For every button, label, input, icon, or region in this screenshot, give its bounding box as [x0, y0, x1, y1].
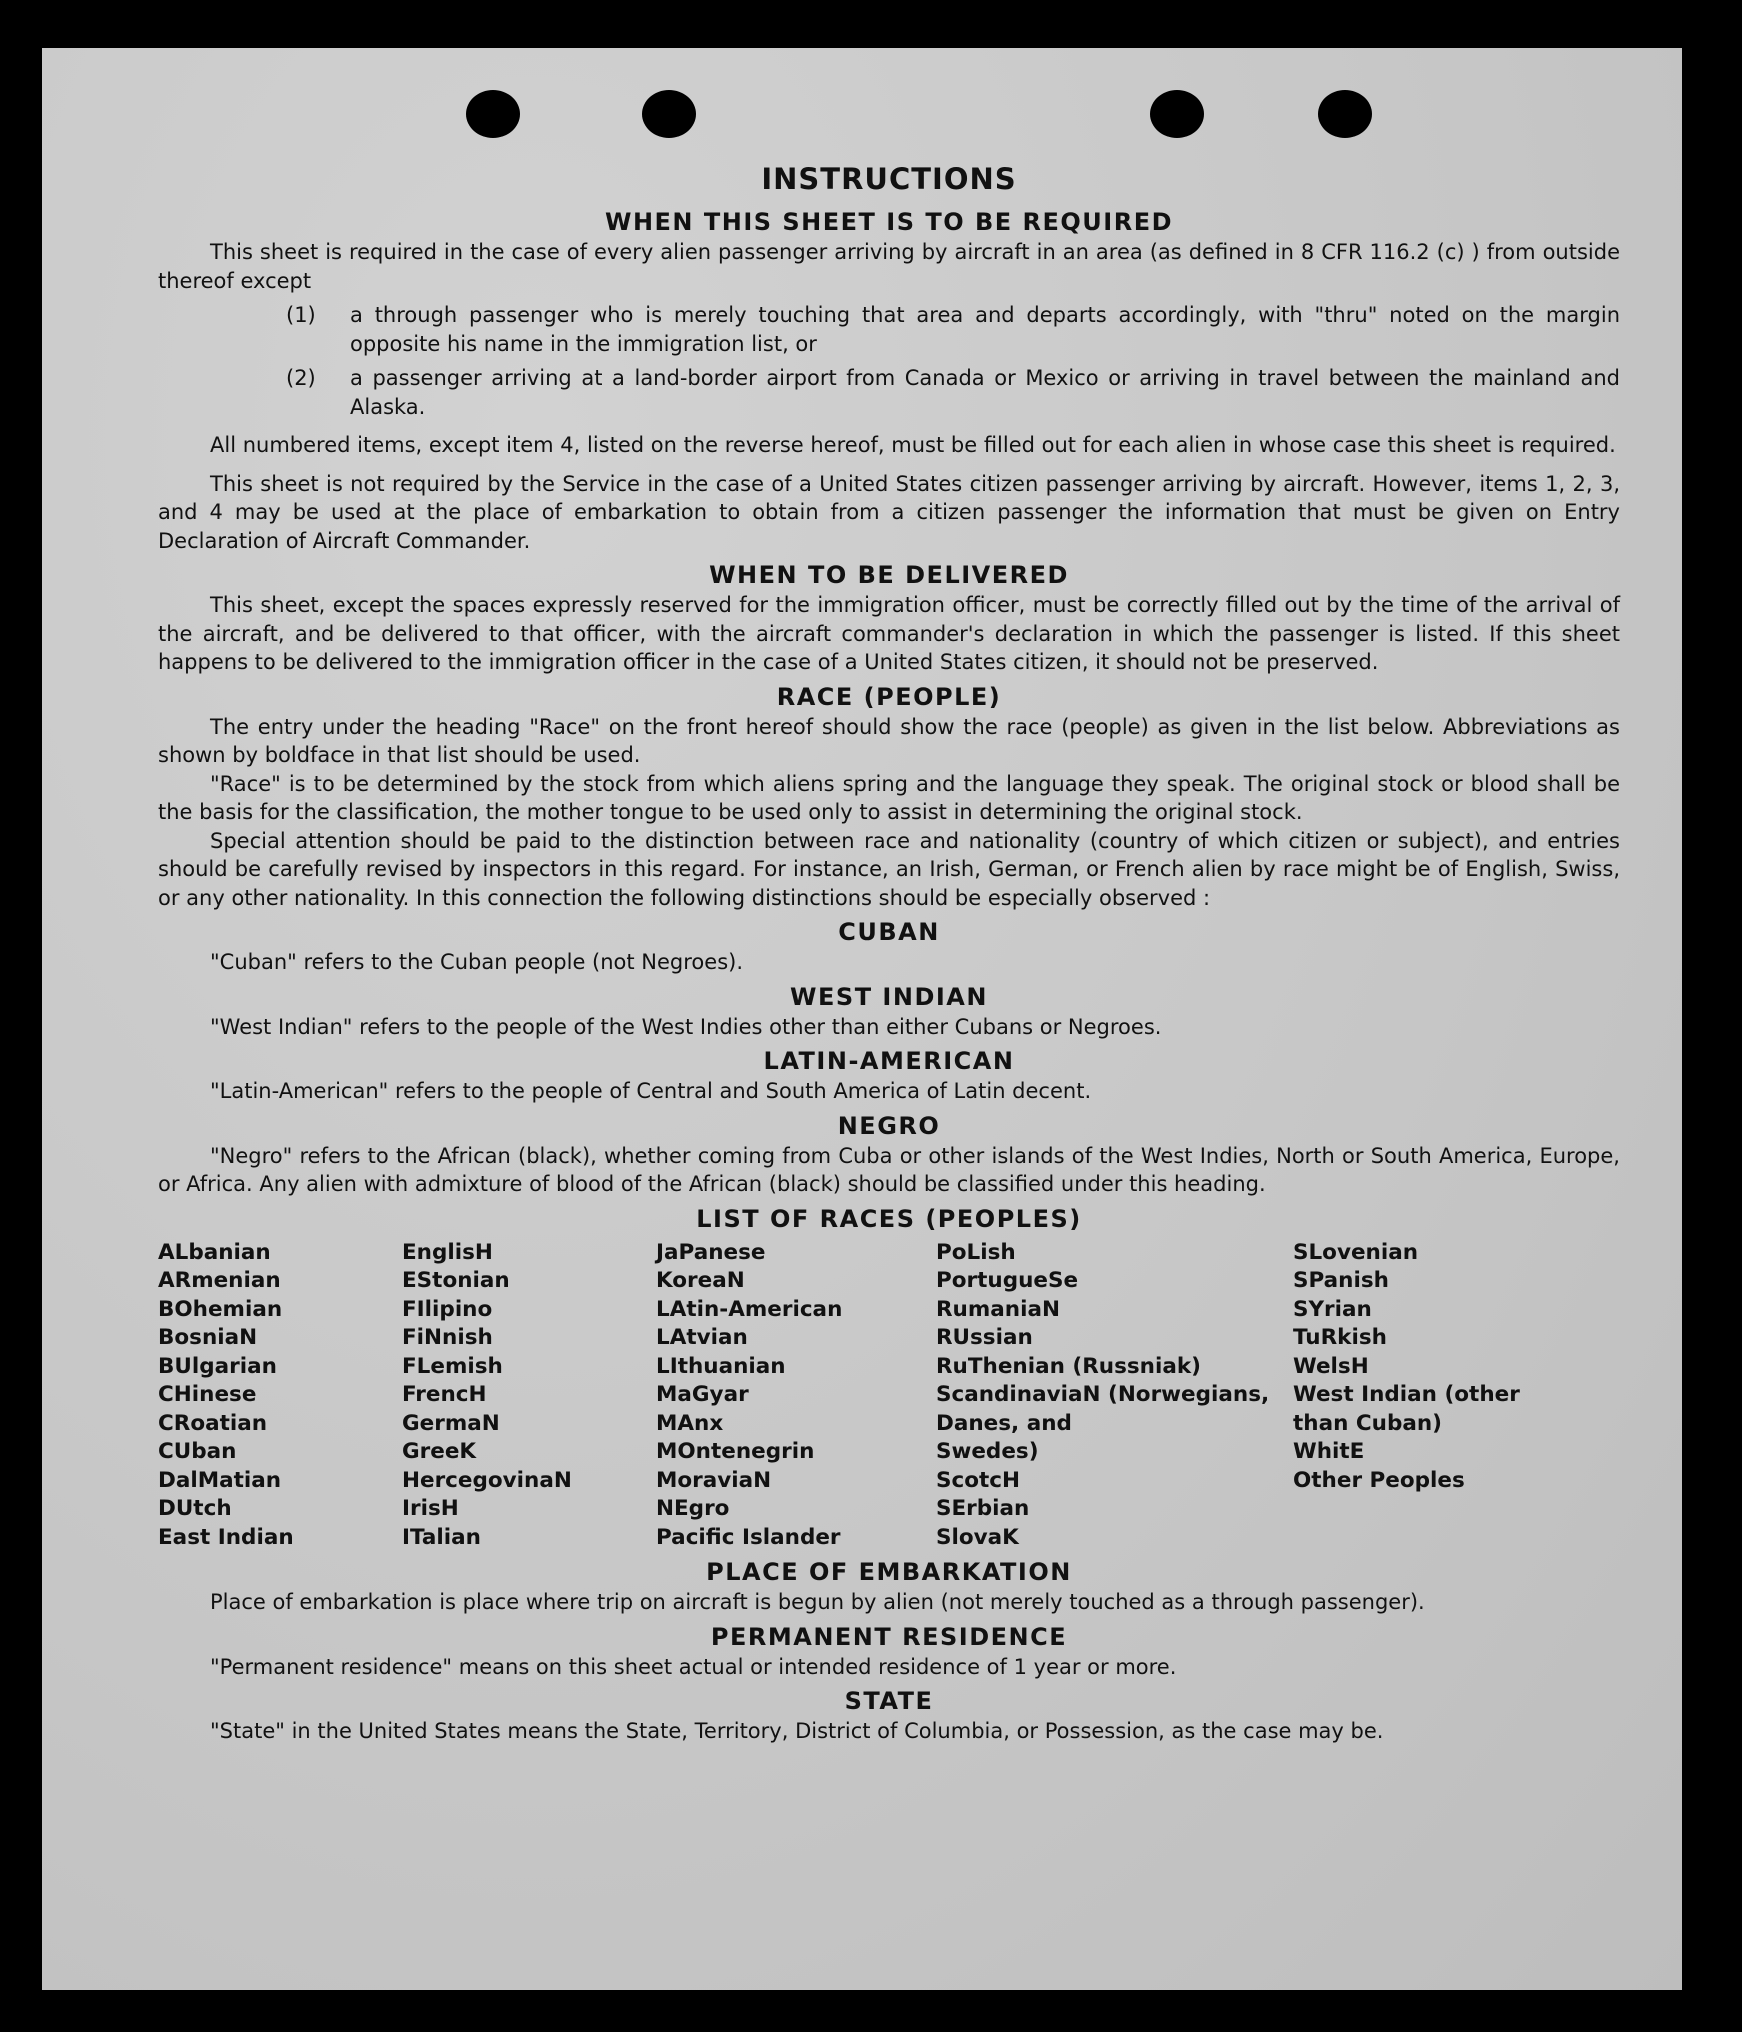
race-entry: TuRkish — [1293, 1325, 1387, 1350]
race-entry: ScotcH — [936, 1467, 1021, 1493]
permanent-residence-text: "Permanent residence" means on this sheet actual or intended residence of 1 year or more. — [210, 1654, 1177, 1679]
race-entry: ScandinaviaN (Norwegians, — [936, 1382, 1270, 1407]
latin-american-text: "Latin-American" refers to the people of Central and South America of Latin decent. — [210, 1079, 1092, 1103]
race-entry: GreeK — [402, 1439, 477, 1464]
exception-item: (2) a passenger arriving at a land-border airport from Canada or Mexico or arriving in travel between the mainland and Alaska. — [286, 366, 1620, 419]
race-entry: SYrian — [1293, 1296, 1372, 1322]
race-entry: ARmenian — [158, 1268, 281, 1293]
race-entry: EStonian — [402, 1268, 510, 1293]
race-entry: HercegovinaN — [402, 1467, 572, 1493]
race-column — [656, 1239, 936, 1553]
heading-when-required: WHEN THIS SHEET IS TO BE REQUIRED — [604, 208, 1174, 236]
race-entry: RUssian — [936, 1325, 1033, 1350]
race-entry: MoraviaN — [656, 1467, 772, 1493]
race-paragraph-2: "Race" is to be determined by the stock from which aliens spring and the language they speak. The original stock or blood shall be the basis for the classification, the mother tongue to be used only to assist in determining the original stock. — [158, 771, 1620, 824]
race-entry: BosniaN — [158, 1325, 258, 1350]
race-paragraph-3: Special attention should be paid to the distinction between race and nationality (country of which citizen or subject), and entries should be carefully revised by inspectors in this regard. For instance, an Irish, German, or French alien by race might be of English, Swiss, or any other nationality. In this connection the following distinctions should be especially observed : — [158, 828, 1620, 910]
race-column — [158, 1239, 402, 1553]
heading-embarkation: PLACE OF EMBARKATION — [706, 1558, 1072, 1586]
punch-hole — [1318, 90, 1372, 138]
exception-item: (1) a through passenger who is merely touching that area and departs accordingly, with "thru" noted on the margin opposite his name in the immigration list, or — [286, 303, 1620, 356]
race-entry: SErbian — [936, 1496, 1030, 1521]
numbered-items-paragraph: All numbered items, except item 4, listed on the reverse hereof, must be filled out for each alien in whose case this sheet is required. — [210, 433, 1616, 457]
heading-negro: NEGRO — [837, 1111, 941, 1140]
west-indian-text: "West Indian" refers to the people of the West Indies other than either Cubans or Negroes. — [210, 1014, 1162, 1039]
race-entry: West Indian (other — [1293, 1382, 1520, 1407]
heading-race: RACE (PEOPLE) — [776, 682, 1002, 711]
race-entry: Other Peoples — [1293, 1467, 1465, 1493]
race-entry: WelsH — [1293, 1353, 1369, 1379]
race-entry: PoLish — [936, 1239, 1016, 1265]
embarkation-text: Place of embarkation is place where trip on aircraft is begun by alien (not merely touched as a through passenger). — [210, 1590, 1425, 1614]
race-entry: East Indian — [158, 1524, 294, 1550]
race-entry: MAnx — [656, 1410, 724, 1436]
race-entry: SPanish — [1293, 1268, 1389, 1293]
race-entry: KoreaN — [656, 1268, 745, 1293]
punch-hole — [642, 90, 696, 138]
race-list — [158, 1239, 1620, 1553]
race-entry: JaPanese — [656, 1239, 766, 1265]
race-paragraph-1: The entry under the heading "Race" on the front hereof should show the race (people) as given in the list below. Abbreviations as shown by boldface in that list should be used. — [158, 714, 1620, 767]
race-column — [402, 1239, 656, 1553]
document-body — [158, 152, 1620, 1746]
race-entry: MaGyar — [656, 1382, 749, 1407]
race-entry: ITalian — [402, 1524, 481, 1550]
race-entry: FLemish — [402, 1353, 503, 1379]
cuban-text: "Cuban" refers to the Cuban people (not Negroes). — [210, 950, 744, 974]
race-entry: EnglisH — [402, 1239, 493, 1265]
punch-hole — [466, 90, 520, 138]
state-text: "State" in the United States means the State, Territory, District of Columbia, or Possession, as the case may be. — [210, 1719, 1384, 1743]
race-entry: IrisH — [402, 1496, 459, 1521]
race-entry: WhitE — [1293, 1439, 1365, 1464]
race-entry: Swedes) — [936, 1439, 1039, 1464]
race-entry: than Cuban) — [1293, 1410, 1442, 1436]
race-entry: CRoatian — [158, 1410, 268, 1436]
race-entry: LAtin-American — [656, 1296, 843, 1322]
race-entry: CUban — [158, 1439, 237, 1464]
race-entry: Pacific Islander — [656, 1524, 841, 1550]
race-entry: LIthuanian — [656, 1353, 786, 1379]
race-column — [1293, 1239, 1593, 1553]
race-entry: DalMatian — [158, 1467, 282, 1493]
race-entry: SLovenian — [1293, 1239, 1419, 1265]
race-entry: RumaniaN — [936, 1296, 1060, 1322]
heading-west-indian: WEST INDIAN — [790, 982, 988, 1011]
race-entry: BOhemian — [158, 1296, 283, 1322]
heading-state: STATE — [844, 1687, 934, 1715]
race-entry: SlovaK — [936, 1524, 1019, 1550]
when-required-intro: This sheet is required in the case of every alien passenger arriving by aircraft in an area (as defined in 8 CFR 116.2 (c) ) from outside thereof except — [158, 240, 1620, 293]
race-entry: GermaN — [402, 1410, 500, 1436]
race-entry: FIlipino — [402, 1296, 493, 1322]
race-entry: CHinese — [158, 1382, 257, 1407]
negro-text: "Negro" refers to the African (black), whether coming from Cuba or other islands of the West Indies, North or South America, Europe, or Africa. Any alien with admixture of blood of the African (black) should be classified under this heading. — [158, 1143, 1620, 1196]
race-entry: BUlgarian — [158, 1353, 277, 1379]
heading-cuban: CUBAN — [838, 918, 940, 946]
race-entry: FrencH — [402, 1382, 487, 1407]
punch-hole — [1150, 90, 1204, 138]
race-entry: RuThenian (Russniak) — [936, 1353, 1201, 1379]
race-entry: NEgro — [656, 1496, 730, 1521]
citizen-paragraph: This sheet is not required by the Service in the case of a United States citizen passenger arriving by aircraft. However, items 1, 2, 3, and 4 may be used at the place of embarkation to obtain from a citizen passenger the information that must be given on Entry Declaration of Aircraft Commander. — [158, 471, 1620, 553]
race-entry: LAtvian — [656, 1325, 748, 1350]
race-entry: MOntenegrin — [656, 1439, 815, 1464]
when-delivered-text: This sheet, except the spaces expressly reserved for the immigration officer, must be correctly filled out by the time of the arrival of the aircraft, and be delivered to that officer, with the aircraft commander's declaration in which the passenger is listed. If this sheet happens to be delivered to the immigration officer in the case of a United States citizen, it should not be preserved. — [158, 593, 1620, 674]
race-entry: FiNnish — [402, 1325, 493, 1350]
heading-when-delivered: WHEN TO BE DELIVERED — [709, 561, 1069, 589]
heading-latin-american: LATIN-AMERICAN — [763, 1047, 1015, 1075]
race-entry: DUtch — [158, 1496, 232, 1521]
heading-list-of-races: LIST OF RACES (PEOPLES) — [696, 1204, 1082, 1233]
race-column — [936, 1239, 1293, 1553]
heading-permanent-residence: PERMANENT RESIDENCE — [710, 1622, 1068, 1651]
race-entry: ALbanian — [158, 1239, 271, 1265]
race-entry: Danes, and — [936, 1410, 1072, 1436]
race-entry: PortugueSe — [936, 1268, 1079, 1293]
document-sheet — [42, 48, 1682, 1990]
page-title: INSTRUCTIONS — [761, 162, 1017, 196]
